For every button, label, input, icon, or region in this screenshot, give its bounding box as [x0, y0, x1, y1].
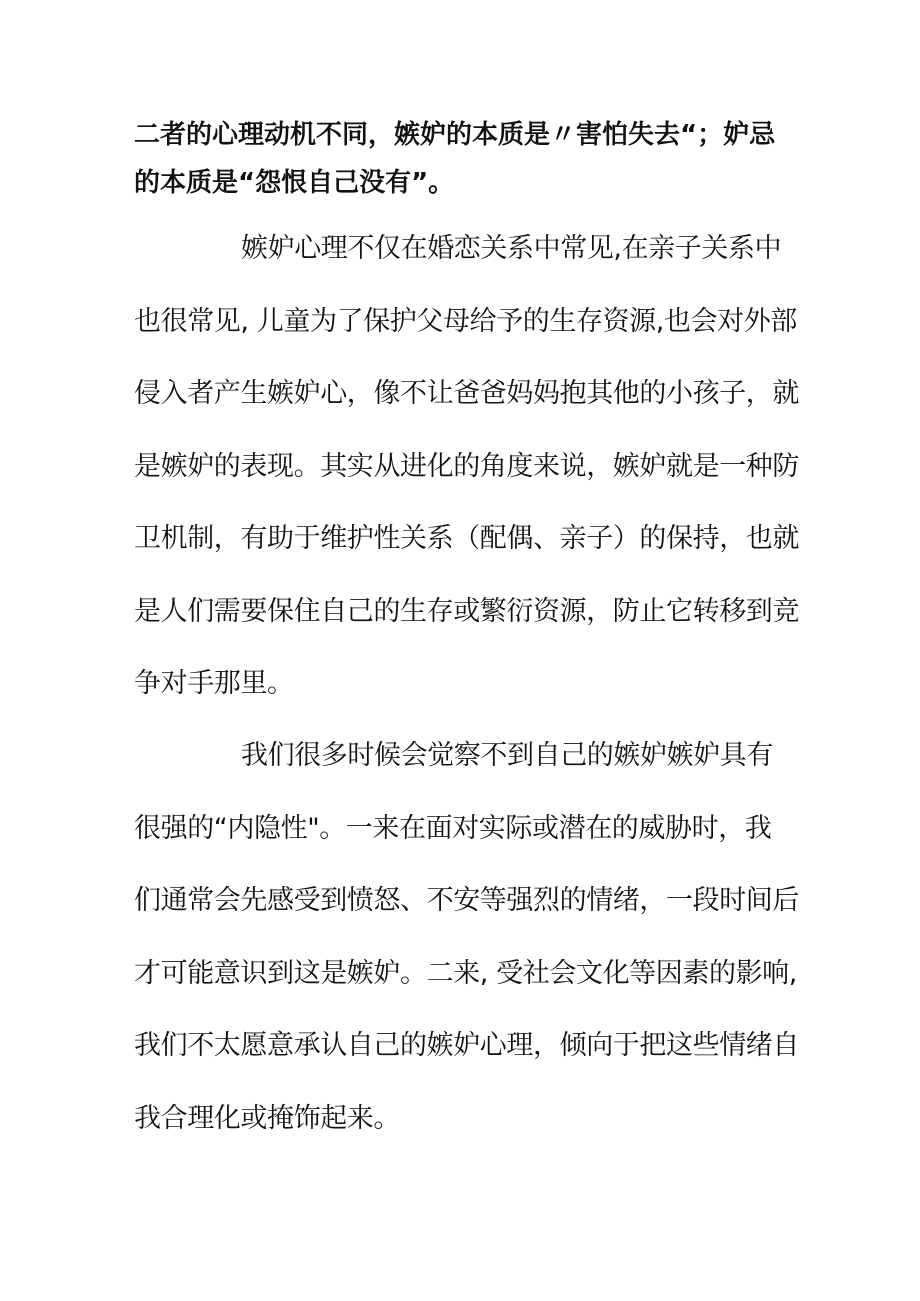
bold-paragraph-line-1: 二者的心理动机不同，嫉妒的本质是〃害怕失去“；妒忌: [134, 120, 776, 150]
paragraph-2-line-5: 卫机制，有助于维护性关系（配偶、亲子）的保持，也就: [134, 523, 799, 554]
paragraph-3-line-5: 我们不太愿意承认自己的嫉妒心理，倾向于把这些情绪自: [134, 1030, 799, 1061]
paragraph-2-line-7: 争对手那里。: [134, 668, 294, 699]
paragraph-2-line-3: 侵入者产生嫉妒心，像不让爸爸妈妈抱其他的小孩子，就: [134, 378, 799, 409]
paragraph-3-line-4: 才可能意识到这是嫉妒。二来, 受社会文化等因素的影响,: [134, 958, 797, 989]
bold-paragraph-line-2: 的本质是“怨恨自己没有”。: [134, 168, 455, 198]
paragraph-3-line-6: 我合理化或掩饰起来。: [134, 1103, 400, 1134]
paragraph-3-line-3: 们通常会先感受到愤怒、不安等强烈的情绪，一段时间后: [134, 885, 799, 916]
paragraph-2-line-2: 也很常见, 儿童为了保护父母给予的生存资源,也会对外部: [134, 306, 797, 337]
paragraph-2-line-1: 嫉妒心理不仅在婚恋关系中常见,在亲子关系中: [241, 233, 782, 264]
paragraph-2-line-4: 是嫉妒的表现。其实从进化的角度来说，嫉妒就是一种防: [134, 451, 799, 482]
paragraph-3-line-1: 我们很多时候会觉察不到自己的嫉妒嫉妒具有: [241, 740, 773, 771]
paragraph-3-line-2: 很强的“内隐性"。一来在面对实际或潜在的威胁时，我: [134, 813, 772, 844]
paragraph-2-line-6: 是人们需要保住自己的生存或繁衍资源，防止它转移到竞: [134, 596, 799, 627]
